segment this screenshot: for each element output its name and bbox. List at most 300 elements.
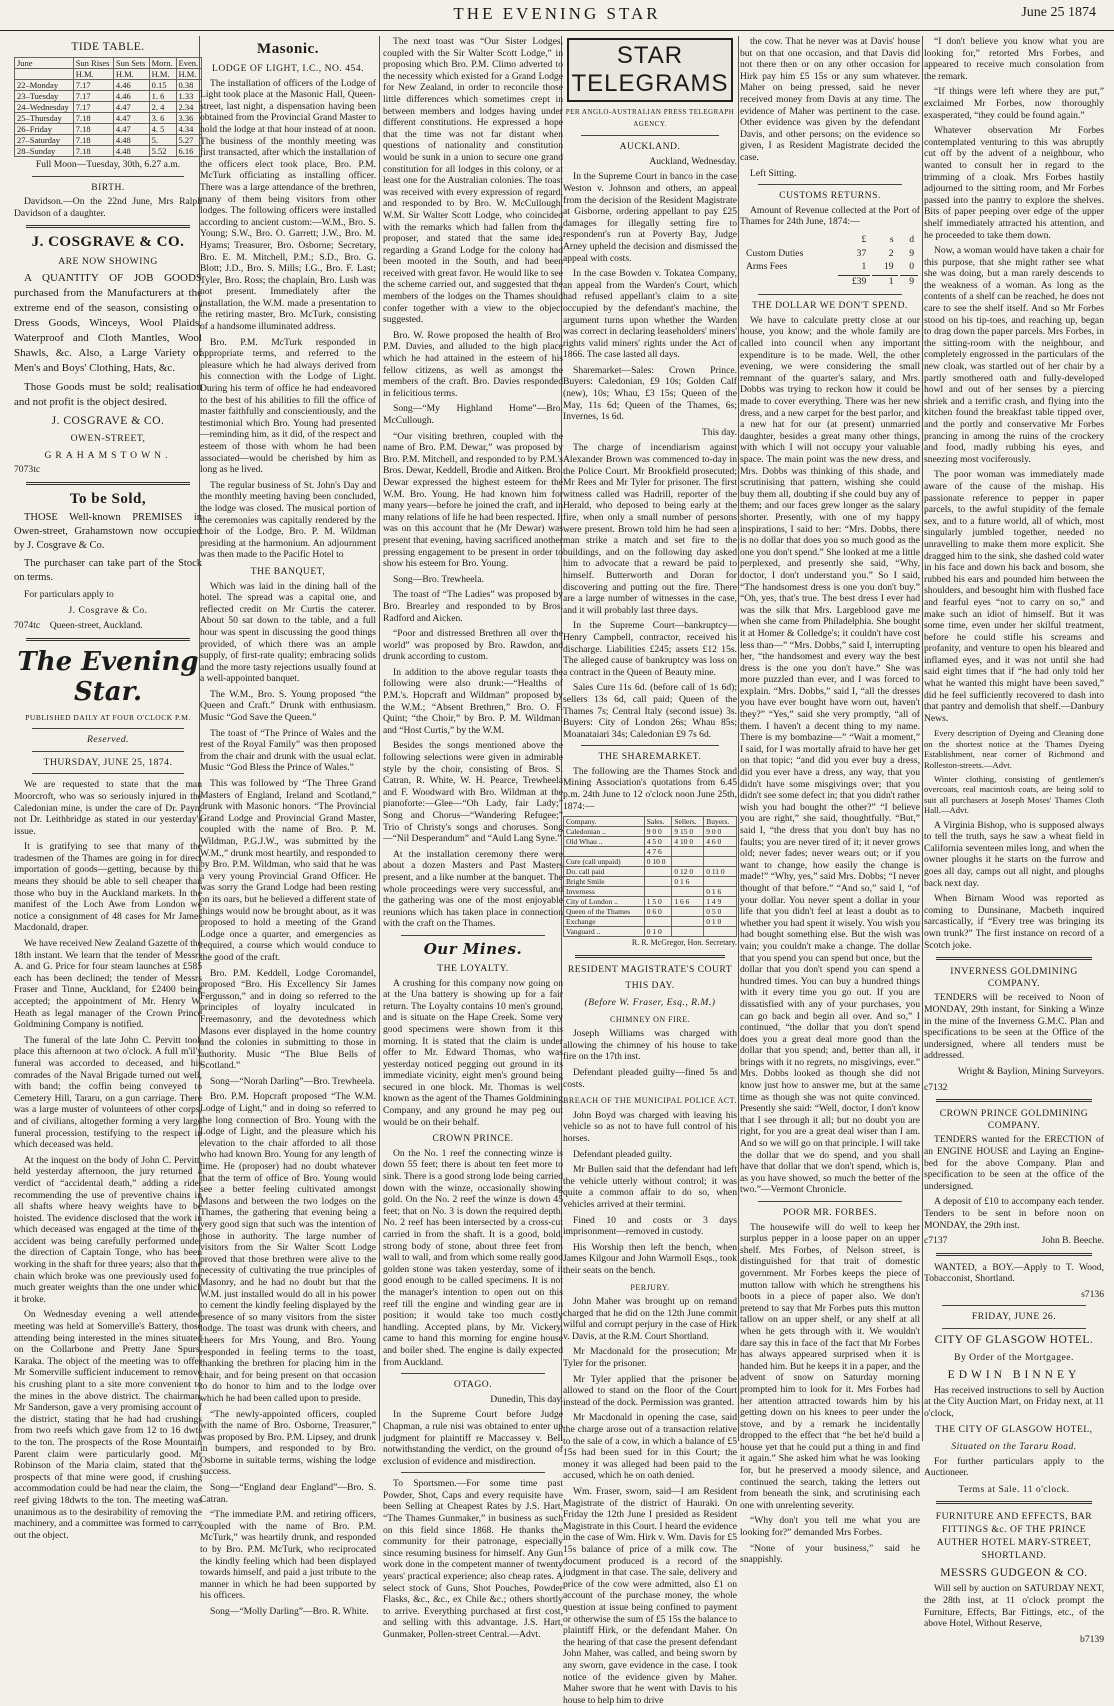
share-table: [563, 816, 737, 937]
tide-cell: 7.17: [73, 91, 113, 102]
customs-cell: 9: [909, 247, 914, 259]
article-paragraph: In the case Bowden v. Tokatea Company, an appeal from the Warden's Court, which had refused appellant's claim to a site occupied by the defendant's machine, the argument turns upon whether the Warden was correct in declaring leaseholders' miners' rights valid miners' rights under the Act of 1866. The case lasted all days.: [563, 268, 737, 361]
share-cell: 0 1 0: [704, 917, 737, 927]
share-cell: [672, 887, 704, 897]
tide-cell: 1.33: [176, 91, 202, 102]
auckland-dateline: Auckland, Wednesday.: [649, 155, 737, 167]
divider: [401, 1472, 545, 1473]
share-cell: [704, 857, 737, 867]
customs-cell: s: [889, 233, 894, 245]
article-paragraph: Sales Cure 11s 6d. (before call of 1s 6d); sellers 13s 6d, call paid; Queen of the Thames 7s; Central Italy (second issue) 3s. Buyers: City of London 26s; Whau 85s; Moanataiari 34s; Caledonian £9 7s 6d.: [563, 682, 737, 740]
share-row: [564, 857, 737, 867]
tide-cell: 28–Sunday: [15, 146, 74, 157]
article-paragraph: John Maher was brought up on remand charged that he did on the 12th June commit wilful and corrupt perjury in the case of Hirk v. Davis, at the R.M. Court Shortland.: [563, 1296, 737, 1342]
share-cell: 0 11 0: [704, 867, 737, 877]
share-row: [564, 887, 737, 897]
glasgow-hotel-heading: CITY OF GLASGOW HOTEL.: [934, 1334, 1094, 1347]
cosgrave-ad-signature: J. COSGRAVE & CO.: [51, 414, 165, 427]
customs-row: [742, 248, 918, 260]
divider: [581, 745, 719, 746]
article-paragraph: The toast of “The Ladies” was proposed by Bro. Brearley and responded to by Bros. Radford and Aicken.: [383, 589, 563, 624]
article-paragraph: In the Supreme Court in banco in the case Weston v. Johnson and others, an appeal from the decision of the Resident Magistrate at Gisborne, ordering appellant to pay £25 damages for illegally setting fire to respondent's run at Poverty Bay, Judge Arney upheld the decision and dismissed the appeal with costs.: [563, 171, 737, 264]
customs-heading: CUSTOMS RETURNS.: [779, 190, 881, 202]
article-paragraph: The poor woman was immediately made aware of the cause of the mishap. His passionate reference to pepper in paper parcels, to the awful stupidity of the female sex, and to a future world, all of which, most singularly jumbled together, needed no unravelling to make them more explicit. She dragged him to the sink, she dashed cold water in his face and down his back and bosom, she rubbed his ears and pounded him between the shoulders, and besought him with flushed face and fearful eyes “not to carry on so,” and make such an idiot of himself. But it was some time, even under her skilful treatment, before he could stifle his screams and profanity, and venture to open his bleared and inflamed eyes, and it was not until she had said eight times that if “he had only told her what he wanted this might have been saved,” did he feel sufficiently recovered to dash into that pantry and demolish that shelf.—Danbury News.: [924, 469, 1104, 724]
article-paragraph: The next toast was “Our Sister Lodges, coupled with the Sir Walter Scott Lodge,” in proposing which Bro. P.M. Climo adverted to the necessity which existed for a Grand Lodge for New Zealand, in order to reconcile those little differences which sometimes crept in between members and lodges having under different constitutions. He expressed a hope that the time was not far distant when questions of nationality and constitution would be sunk in a union to secure one grand constitution for all lodges in this colony, or at least one for the Australian colonies. The toast was received with every expression of regard, and responded to by Bro. W. McCullough, W.M. Sir Walter Scott Lodge, who coincided with the remarks which had fallen from the proposer, and stated that the same idea regarding a Grand Lodge for the colony had been mooted in the South, and had been received with great favor. He would like to see the scheme carried out, and suggested that the members of the lodges on the Thames should confer together with a view to the object suggested.: [383, 36, 563, 326]
share-head-cell: Sales.: [644, 817, 672, 827]
tide-row: [15, 135, 202, 146]
perjury-heading: PERJURY.: [630, 1282, 670, 1292]
tide-cell: 7.18: [73, 146, 113, 157]
divider: [26, 638, 190, 641]
news-paragraph: At the inquest on the body of John C. Pervitt, held yesterday afternoon, the jury returned a verdict of “accidental death,” adding a rider recommending the use of preventive chains in all shafts where heavy weights have to be hoisted. The evidence disclosed that the work in which deceased was engaged at the time of the accident was being carefully performed under the direction of Captain Tonge, who has been working in the shaft for three years; also that the chain which broke was one previously used for much greater weights than the one under which it broke.: [14, 1154, 202, 1305]
customs-cell: £: [861, 233, 867, 245]
furniture-heading: FURNITURE AND EFFECTS, BAR FITTINGS &c. OF THE PRINCE AUTHER HOTEL MARY-STREET, SHORTLAND.: [935, 1511, 1093, 1562]
issue-date: THURSDAY, JUNE 25, 1874.: [43, 756, 173, 768]
article-paragraph: Song—Bro. Trewheela.: [393, 573, 484, 585]
share-cell: [672, 857, 704, 867]
star-telegrams-banner: STAR TELEGRAMS: [567, 38, 733, 102]
news-paragraph: The funeral of the late John C. Pervitt took place this afternoon at two o'clock. A full m'il'y funeral was accorded to deceased, and his comrades of the Naval Brigade turned out well, with band; the coffin being conveyed to Cemetery Hill, Tararu, on a gun carriage. There was a large muster of volunteers of other corps, and of civilians, altogether forming a very large funeral procession, testifying to the respect in which deceased was held.: [14, 1034, 202, 1151]
customs-cell: Custom Duties: [746, 247, 804, 259]
share-cell: 4 7 6: [644, 847, 672, 857]
article-paragraph: Song—“Norah Darling”—Bro. Trewheela.: [210, 1075, 375, 1087]
article-paragraph: Song—“England dear England”—Bro. S. Catran.: [200, 1482, 376, 1505]
tender-notice: A deposit of £10 to accompany each tender. Tenders to be sent in before noon on MONDAY, the 29th inst.: [924, 1196, 1104, 1231]
cosgrave-ad-title: J. COSGRAVE & CO.: [31, 234, 185, 251]
column-rule: [379, 36, 380, 1441]
share-cell: 0 12 0: [672, 867, 704, 877]
customs-cell: 37: [856, 247, 867, 259]
tide-cell: 4.47: [113, 102, 149, 113]
article-paragraph: “Why don't you tell me what you are looking for?” demanded Mrs Forbes.: [740, 1515, 920, 1539]
article-paragraph: “Poor and distressed Brethren all over the world” was proposed by Bro. Rawdon, and drunk according to custom.: [383, 628, 563, 663]
to-be-sold-text: The purchaser can take part of the Stock on terms.: [14, 557, 202, 583]
share-cell: Old Whau ..: [564, 837, 645, 847]
chimney-heading: CHIMNEY ON FIRE.: [610, 1014, 690, 1024]
full-moon-note: Full Moon—Tuesday, 30th, 6.27 a.m.: [35, 159, 181, 170]
article-paragraph: This was followed by “The Three Grand Masters of England, Ireland and Scotland,” drunk with Masonic honors. “The Provincial Grand Lodge and Provincial Grand Master, coupled with the name of Bro. P. M. Wildman, P.G.J.W., was submitted by the W.M.,” drunk most heartily, and responded to by Bro. P.M. Wildman, who said that he was a very young Provincial Grand Officer. He was sorry the Grand Lodge had been resting on its oars, but he believed a different state of things would now be brought about, as it was proposed to hold a meeting of the Grand Lodge once a quarter, and emergencies as required, a course which would conduce to the good of the craft.: [200, 778, 376, 963]
share-cell: [672, 907, 704, 917]
otago-dateline: Dunedin, This day.: [490, 1393, 563, 1405]
customs-cell: Arms Fees: [746, 261, 788, 273]
share-cell: Do. call paid: [564, 867, 645, 877]
ad-code: s7136: [1081, 1288, 1104, 1300]
share-row: [564, 837, 737, 847]
customs-cell: 2: [888, 247, 894, 259]
inverness-heading: INVERNESS GOLDMINING COMPANY.: [950, 966, 1078, 989]
tender-notice: TENDERS wanted for the ERECTION of an ENGINE HOUSE and Laying an Engine-bed for the above Company. Plan and specification to be seen at the office of the undersigned.: [924, 1134, 1104, 1192]
banquet-heading: THE BANQUET,: [250, 565, 326, 577]
to-be-sold-signature: J. Cosgrave & Co.: [68, 605, 148, 617]
divider: [401, 1373, 545, 1374]
tide-cell: 2. 4: [149, 102, 176, 113]
article-paragraph: The W.M., Bro. S. Young proposed “the Queen and Craft.” Drunk with enthusiasm. Music “God Save the Queen.”: [200, 688, 376, 724]
reserved-note: Reserved.: [86, 734, 130, 746]
customs-cell: 9: [900, 275, 918, 288]
divider: [575, 955, 725, 958]
article-paragraph: Mr Macdonald for the prosecution; Mr Tyler for the prisoner.: [563, 1346, 737, 1370]
article-paragraph: At the installation ceremony there were about a dozen Masters and Past Masters present, and a like number at the banquet. The whole proceedings were very successful, and the gathering was one of the most enjoyable reunions which has taken place in connection with the craft on the Thames.: [383, 848, 563, 930]
customs-cell: 0: [909, 261, 914, 273]
tide-row: [15, 80, 202, 91]
crown-prince-company-heading: CROWN PRINCE GOLDMINING COMPANY.: [939, 1108, 1089, 1131]
dateline: This day.: [701, 426, 737, 438]
article-paragraph: The following are the Thames Stock and Mining Association's quotations from 6.45 p.m. 24th June to 12 o'clock noon June 25th, 1874:—: [563, 765, 737, 812]
divider: [942, 1305, 1086, 1306]
customs-cell: [742, 275, 836, 288]
share-row: [564, 877, 737, 887]
share-head-cell: Sellers.: [672, 817, 704, 827]
friday-heading: FRIDAY, JUNE 26.: [971, 1311, 1057, 1323]
share-cell: Caledonian ..: [564, 827, 645, 837]
tide-cell: 2.34: [176, 102, 202, 113]
auckland-heading: AUCKLAND.: [619, 141, 681, 153]
customs-table: [740, 232, 920, 289]
share-cell: [644, 887, 672, 897]
divider: [758, 294, 902, 295]
sharemarket-heading: THE SHAREMARKET.: [598, 751, 702, 763]
tide-row: [15, 113, 202, 124]
rm-court-before: (Before W. Fraser, Esq., R.M.): [584, 997, 716, 1009]
tide-header-row: [15, 58, 202, 69]
tender-notice: TENDERS will be received to Noon of MONDAY, 29th instant, for Sinking a Winze in the mine of the Inverness G.M.C. Plan and specifications to be seen at the Office of the undersigned, where all tenders must be addressed.: [924, 992, 1104, 1062]
tide-row: [15, 91, 202, 102]
share-cell: Vanguard ..: [564, 927, 645, 937]
share-cell: 9 15 0: [672, 827, 704, 837]
divider: [936, 1501, 1092, 1504]
tide-unit-cell: H.M.: [73, 69, 113, 80]
tide-units-row: [15, 69, 202, 80]
tide-cell: 4.46: [113, 91, 149, 102]
tide-title: TIDE TABLE.: [71, 41, 145, 53]
advertisement-paragraph: Winter clothing, consisting of gentlemen's overcoats, real macintosh coats, are being sold to suit all purchasers at Joseph Moses' Thames Cloth Hall.—Advt.: [924, 774, 1104, 816]
tender-signature: Wright & Baylion, Mining Surveyors.: [957, 1065, 1104, 1077]
customs-cell: 1: [861, 261, 867, 273]
ad-code: c7137: [924, 1235, 948, 1247]
share-cell: [704, 847, 737, 857]
share-cell: 1 5 0: [644, 897, 672, 907]
ad-code: c7132: [924, 1081, 948, 1093]
tide-head-cell: Sun Sets: [113, 58, 149, 69]
tide-cell: 4.47: [113, 113, 149, 124]
article-paragraph: Amount of Revenue collected at the Port of Thames for 24th June, 1874:—: [740, 204, 920, 228]
ad-code: 7074tc: [14, 619, 41, 631]
share-head-cell: Buyers.: [704, 817, 737, 827]
terms-note: Terms at Sale. 11 o'clock.: [958, 1483, 1070, 1495]
share-cell: City of London ..: [564, 897, 645, 907]
share-cell: Cure (call unpaid): [564, 857, 645, 867]
article-paragraph: “I don't believe you know what you are looking for,” retorted Mrs Forbes, and appeared to receive much consolation from the remark.: [924, 36, 1104, 82]
otago-heading: OTAGO.: [453, 1379, 493, 1391]
advertisement-paragraph: Every description of Dyeing and Cleaning done on the shortest notice at the Thames Dyeing Establishment, near corner of Richmond and Rolleston-streets.—Advt.: [924, 728, 1104, 770]
share-cell: 4 6 0: [704, 837, 737, 847]
share-cell: 1 6 6: [672, 897, 704, 907]
tide-cell: 4. 5: [149, 124, 176, 135]
article-paragraph: the cow. That he never was at Davis' house but on that one occasion, and that Davis did not there then or on any other occasion for Hirk pay him £5 15s or any sum whatever. Maher on being pressed, said he never received money from Davis at any time. The evidence of Maher was pertinent to the case. Other evidence was given by the defendant Davis, and other persons; on the evidence so given, I as Resident Magistrate decided the case.: [740, 36, 920, 163]
customs-row: [742, 261, 918, 273]
breach-heading: BREACH OF THE MUNICIPAL POLICE ACT.: [563, 1096, 737, 1106]
share-head-cell: Company.: [564, 817, 645, 827]
divider: [758, 184, 902, 185]
customs-cell: d: [909, 233, 914, 245]
share-cell: [644, 867, 672, 877]
divider: [936, 1099, 1092, 1102]
tide-cell: 23–Tuesday: [15, 91, 74, 102]
article-paragraph: Now, a woman would have taken a chair for this purpose, that she might rather see what she was doing, but a man rarely descends to the weakness of a woman. As long as the contents of a shelf can be reached, he does not care to see the shelf itself. And so Mr Forbes stood on his tip-toes, and reaching up, began to drag down the paper parcels. Mrs Forbes, in the sitting-room with the neighbour, and completely engrossed in the particulars of the new cloak, was startled out of her chair by a partly smothered oath and fully-developed howl and out of her senses by a piercing shriek and a terrific crash, and flying into the kitchen found the breakfast table tipped over, and the portly and conservative Mr Forbes prancing in among the ruins of the crockery and food, madly rubbing his eyes, and sneezing most vociferously.: [924, 245, 1104, 465]
article-paragraph: Besides the songs mentioned above the following selections were given in admirable style by the choir, consisting of Bros. S. Catran, R. White, W. H. Pearce, Trewheela and F. Woodward with Bro. Wildman at the pianoforte:—Glee—“Oh Lady, fair Lady;” Song and Chorus—“Wandering Refugee;” Trio of Christy's songs and choruses. Song—“Nil Desperandum” and “Auld Lang Syne.”: [383, 740, 563, 845]
share-cell: [704, 927, 737, 937]
article-paragraph: Song—“My Highland Home”—Bro. McCullough.: [383, 403, 563, 426]
article-paragraph: Joseph Williams was charged with allowing the chimney of his house to take fire on the 17th inst.: [563, 1028, 737, 1063]
share-signature: R. R. McGregor, Hon. Secretary.: [631, 938, 737, 948]
birth-heading: BIRTH.: [91, 181, 125, 193]
article-paragraph: Wm. Fraser, sworn, said—I am Resident Magistrate of the district of Hauraki. On Friday the 12th June I presided as Resident Magistrate in this Court. I heard the evidence in the case of Wm. Hirk v. Wm. Davis for £5 15s balance of price of a milk cow. The document produced is a record of the judgment in that case. The sale, delivery and price of the cow were admitted, also £1 on account of the purchase money, the whole question at issue being confined to payment or otherwise the sum of £5 15s the balance to plaintiff Hirk, or the defendant Maher. On the hearing of that case the present defendant John Maher, was called, and being sworn by any sworn, gave evidence in the case. I took notice of the evidence given by Maher. Maher swore that he went with Davis to his house to help him to drive: [563, 1486, 737, 1706]
cosgrave-ad-street: OWEN-STREET,: [70, 432, 146, 444]
paper-nameplate: The Evening Star.: [17, 646, 199, 707]
tide-cell: 7.17: [73, 102, 113, 113]
customs-header-row: [742, 234, 918, 246]
tide-head-cell: Morn.: [149, 58, 176, 69]
ad-code: b7139: [1080, 1633, 1104, 1645]
forbes-heading: POOR MR. FORBES.: [782, 1207, 878, 1218]
auction-notice: For further particulars apply to the Auctioneer.: [924, 1455, 1104, 1479]
hotel-location: Situated on the Tararu Road.: [951, 1441, 1077, 1453]
divider: [936, 957, 1092, 960]
divider: [32, 751, 184, 752]
auction-notice: Has received instructions to sell by Auction at the City Auction Mart, on Friday next, at 11 o'clock,: [924, 1384, 1104, 1419]
article-paragraph: A Virginia Bishop, who is supposed always to tell the truth, says he saw a wheat field in California seventeen miles long, and when the owner ploughs it he starts on the furrow and goes all day, camps out all night, and ploughs back next day.: [924, 819, 1104, 889]
share-cell: 0 5 0: [704, 907, 737, 917]
advertisement-paragraph: To Sportsmen.—For some time past Powder, Shot, Caps and every requisite have been Selling at Cheapest Rates by J.S. Hart, “The Thames Gunmaker,” in business as such on this field since 1868. He thanks the community for their patronage, especially since resuming business for himself. Any Gun work done in the competent manner of twenty years' practical experience; also cheap rates. A select stock of Guns, Shot Pouches, Powder Flasks, &c., &c., ex Chile &c.; others shortly to arrive. Everything purchased at first cost, and selling with this advantage. J.S. Hart, Gunmaker, Pollen-street Central.—Advt.: [383, 1478, 563, 1640]
tide-cell: 4.48: [113, 146, 149, 157]
article-paragraph: In addition to the above regular toasts the following were also drunk:—“Healths of P.M.'s. Hopcraft and Wildman” proposed by the W.M.; “Absent Brethren,” Bro. O. F. Quint; “the Choir,” by Bro. P. M. Wildman; and “Host Curtis,” by the W.M.: [383, 666, 563, 736]
tide-head-cell: June: [15, 58, 74, 69]
share-cell: [672, 917, 704, 927]
tide-table: [14, 57, 202, 157]
article-paragraph: Song—“Molly Darling”—Bro. R. White.: [210, 1606, 369, 1617]
share-row: [564, 827, 737, 837]
lodge-heading: LODGE OF LIGHT, I.C., NO. 454.: [211, 63, 365, 74]
mines-heading: Our Mines.: [423, 939, 523, 958]
article-paragraph: When Birnam Wood was reported as coming to Dunsinane, Macbeth inquired sarcastically, if “Every tree was bringing its own trunk?” The first instance on record of a Scotch joke.: [924, 893, 1104, 951]
cosgrave-ad-text: A QUANTITY OF JOB GOODS purchased from the Manufacturers at the extreme end of the season, consisting of Dress Goods, Winceys, Wool Plaids, Waterproof and Cloth Mantles, Wool Shawls, &c. Also, a Large Variety of Men's and Boys' Clothing, Hats, &c.: [14, 271, 202, 374]
article-paragraph: In the Supreme Court—bankruptcy—Henry Campbell, contractor, received his discharge. Liabilities £245; assets £12 15s. The alleged cause of bankruptcy was loss on a contract in the Queen of Beauty mine.: [563, 620, 737, 678]
page-date: June 25 1874: [1021, 5, 1096, 20]
article-paragraph: Fined 10 and costs or 3 days imprisonment—removed in custody.: [563, 1214, 737, 1238]
article-paragraph: Whatever observation Mr Forbes contemplated venturing to this was abruptly cut off by the advent of a neighbour, who wanted to consult her in regard to the trimming of a cloak. Mrs Forbes hastily adjourned to the sitting room, and Mr Forbes passed into the pantry to explore the shelves. Bits of paper peeping over edge of the upper shelf immediately attracted his attention, and he proceeded to take them down.: [924, 125, 1104, 241]
article-paragraph: In the Supreme Court before Judge Chapman, a rule nisi was obtained to enter up judgment for plaintiff re Maccassey v. Bell notwithstanding the verdict, on the ground of exclusion of evidence and misdirection.: [383, 1409, 563, 1467]
tide-cell: 3. 6: [149, 113, 176, 124]
tide-head-cell: Sun Rises: [73, 58, 113, 69]
tide-cell: 4.48: [113, 135, 149, 146]
share-cell: 4 10 0: [672, 837, 704, 847]
masonic-heading: Masonic.: [257, 41, 319, 57]
mortgagee-note: By Order of the Mortgagee.: [954, 1352, 1074, 1364]
column-2: [200, 36, 376, 1617]
share-row: [564, 927, 737, 937]
share-cell: Inverness: [564, 887, 645, 897]
rm-court-subheading: THIS DAY.: [625, 980, 675, 992]
to-be-sold-text: THOSE Well-known PREMISES in Owen-street, Grahamstown now occupied by J. Cosgrave & Co.: [14, 511, 202, 551]
divider: [26, 482, 190, 485]
divider: [401, 935, 545, 936]
customs-total-row: [742, 275, 918, 288]
news-paragraph: We are requested to state that the man Moorcroft, who was so seriously injured in the Caledonian mine, is under the care of Dr. Payn, not Dr. Leithbridge as stated in our yesterday's issue.: [14, 779, 202, 837]
banner-subtitle: PER ANGLO-AUSTRALIAN PRESS TELEGRAPH AGENCY.: [565, 108, 735, 128]
article-paragraph: The charge of incendiarism against Alexander Brown was commenced to-day in the Police Court. Mr Brookfield prosecuted; Mr Rees and Mr Tyler for prisoner. The first witness called was Hadrill, reporter of the Herald, who deposed to being early at the fire, when only a small number of persons were present. Brown told him he had seen a man strike a match and set fire to the buildings, and on the following day asked him to advocate that a reward be paid to himself. Butterworth and Doran for discovering and putting out the fire. There are a large number of witnesses in the case, and it will probably last three days.: [563, 442, 737, 616]
tide-cell: 27–Saturday: [15, 135, 74, 146]
tide-unit-cell: H.M.: [176, 69, 202, 80]
tide-cell: 0.15: [149, 80, 176, 91]
article-paragraph: “None of your business,” said he snappishly.: [740, 1542, 920, 1566]
customs-cell: 1: [872, 275, 897, 288]
article-paragraph: Mr Macdonald in opening the case, said the charge arose out of a transaction relative to the sale of a cow, in which a balance of £5 15s had been sued for in this Court; the money it was alleged had been paid to the accused, which he on oath denied.: [563, 1412, 737, 1482]
tide-cell: 7.18: [73, 135, 113, 146]
tide-cell: 4.34: [176, 124, 202, 135]
article-paragraph: The housewife will do well to keep her surplus pepper in a loose paper on an upper shelf. Mrs Forbes, of Nelson street, is distinguished for that trait of domestic government. Mr Forbes keeps the piece of mutton tallow with which he strengthens his boots in a piece of paper also. We don't pretend to say that Mr Forbes puts this mutton tallow on an upper shelf, or any shelf at all when he gets through with it. We wouldn't dare say this in face of the fact that Mr Forbes has always appeared surprised when it is handed him. But he keeps it in a paper, and the advent of snow on Saturday morning prompted him to look for it. Mrs Forbes had her attention attracted towards him by his getting down on his knees to peer under the stove, and by a remark he incidentally dropped to the effect that “he bet he'd build a house yet that he could put a thing in and find it again.” She asked him what he was looking for, but he preserved a moody silence, and continued the search, taking the letters out from beneath the sink, and scrutinising each one with unrelenting severity.: [740, 1221, 920, 1511]
tide-cell: 4.46: [113, 80, 149, 91]
divider: [581, 135, 719, 136]
divider: [26, 225, 190, 228]
auctioneer-name: EDWIN BINNEY: [947, 1368, 1081, 1381]
article-paragraph: Bro. P.M. McTurk responded in appropriate terms, and referred to the pleasure which he had always derived from his connection with the Lodge of Light. During his term of office he had endeavored to the best of his abilities to fill the office of master faithfully and conscientiously, and the testimonial which Bro. Young had presented—reminding him, as it did, of the respect and esteem of those with whom he had been associated—would be cherished by him as long as he lived.: [200, 336, 376, 476]
column-3: [383, 36, 563, 1640]
article-paragraph: Mr Bullen said that the defendant had left the vehicle utterly without control; it was quite a common affair to do so, when vehicles arrived at their termini.: [563, 1164, 737, 1210]
tide-row: [15, 146, 202, 157]
to-be-sold-footer: [14, 620, 202, 632]
tender-signature: John B. Beeche.: [1041, 1235, 1104, 1247]
tide-cell: 25–Thursday: [15, 113, 74, 124]
share-row: [564, 897, 737, 907]
share-cell: 9 0 0: [644, 827, 672, 837]
share-row: [564, 907, 737, 917]
divider: [32, 176, 184, 177]
tide-unit-cell: [15, 69, 74, 80]
article-paragraph: Left Sitting.: [750, 167, 797, 179]
dollar-heading: THE DOLLAR WE DON'T SPEND.: [752, 300, 908, 312]
tide-cell: 5.: [149, 135, 176, 146]
article-paragraph: A crushing for this company now going on at the Una battery is showing up for a fair return. The Loyalty contains 10 men's ground, and is situate on the Hape Creek. Some very good specimens were shown from it this morning. It is stated that the claim is under offer to Mr. Edward Thomas, who was yesterday noticed pegging out ground in its immediate vicinity, eight men's ground being secured in one block. Mr. Thomas is well known as the agent of the Thames Goldmining Company, and any ground he may peg out would be on their behalf.: [383, 977, 563, 1128]
divider: [942, 1328, 1086, 1329]
share-cell: [672, 847, 704, 857]
divider: [936, 1253, 1092, 1256]
article-paragraph: Which was laid in the dining hall of the hotel. The spread was a capital one, and reflected credit on Mr Curtis the caterer. About 50 sat down to the table, and a full hour was spent in discussing the good things provided, of which there was an ample supply, of first-rate quality; embracing solids and the more tasty rejections usually found at a well-appointed banquet.: [200, 580, 376, 685]
masthead: [0, 0, 1114, 31]
share-cell: 0 6 0: [644, 907, 672, 917]
column-1: [14, 36, 202, 1541]
article-paragraph: His Worship then left the bench, when James Kilgour and John Warmoll Esqs., took their seats on the bench.: [563, 1241, 737, 1276]
article-paragraph: Sharemarket—Sales: Crown Prince. Buyers: Caledonian, £9 10s; Golden Calf (new), 10s; Whau, £3 15s; Queen of the May, 11s 6d; Queen of the Thames, 6s; Invernes, 1s 6d.: [563, 364, 737, 423]
to-be-sold-title: To be Sold,: [69, 490, 147, 507]
share-header-row: [564, 817, 737, 827]
divider: [758, 1201, 902, 1202]
article-paragraph: Bro. P.M. Keddell, Lodge Coromandel, proposed “Bro. His Excellency Sir James Fergusson,” and in doing so referred to the principles of loyalty inculcated in Freemasonry, and the devotedness which Masons ever displayed in the home country and the colonies in submitting to those in authority. Music “The Blue Bells of Scotland.”: [200, 967, 376, 1072]
gudgeon-name: MESSRS GUDGEON & CO.: [940, 1567, 1088, 1580]
share-cell: Bright Smile: [564, 877, 645, 887]
article-paragraph: On the No. 1 reef the connecting winze is down 55 feet; there is about ten feet more to sink. There is a good strong lode being carried down with the winze, occasionally showing gold. On the No. 2 reef the winze is down 45 feet; that on No. 3 is down the required depth. No. 2 reef has been intersected by a cross-cut carried in from the shaft. It is a good, bold, strong body of stone, about three feet from wall to wall, and from which some really good golden stone was taken yesterday, some of it good enough to be called specimens. It is not the manager's intention to open out on this reef till the engine and winding gear are in position; it would take too much costly handling. Accepted plans, by Mr. Vickery, came to hand this morning for engine house and boiler shed. The engine is daily expected from Auckland.: [383, 1147, 563, 1368]
tide-unit-cell: H.M.: [113, 69, 149, 80]
cosgrave-ad-town: GRAHAMSTOWN.: [44, 449, 172, 461]
share-cell: [704, 877, 737, 887]
column-rule: [922, 36, 923, 1441]
tide-cell: 26–Friday: [15, 124, 74, 135]
article-paragraph: “The immediate P.M. and retiring officers, coupled with the name of Bro. P.M. McTurk,” was heartily drunk, and responded to by Bro. P.M. McTurk, who reciprocated the kindly feeling which had been displayed towards himself, and paid a just tribute to the manner in which he had been supported by his officers.: [200, 1509, 376, 1602]
article-paragraph: Bro. P.M. Hopcraft proposed “The W.M. Lodge of Light,” and in doing so referred to the long connection of Bro. Young with the Lodge of Light, and the pleasure which his elevation to the chair afforded to all those who had known Bro. Young for any length of time. He (proposer) had no doubt whatever that the term of office of Bro. Young would see a better feeling cultivated amongst Masons and between the two lodges on the Thames, the gathering that evening being a very good sign that such was the intention of those in authority. The large number of visitors from the Sir Walter Scott Lodge proved that those brethren were alive to the necessity of cultivating the true principles of Masonry, and he had no doubt but that the W.M. just installed would do all in his power to cement the kindly feeling displayed by the presence of so many visitors from the sister lodge. The toast was drunk with cheers, and cheers for Mrs Young, and Bro. Young responded in feeling terms to the toast, thanking the brethren for placing him in the chair, and for being present on that occasion to do honor to him and to the lodge over which he had been called upon to preside.: [200, 1091, 376, 1404]
tender-footer: [924, 1235, 1104, 1247]
article-paragraph: Bro. W. Rowe proposed the health of Bro. P.M. Davies, and alluded to the high place which he had attained in the esteem of his fellow citizens, as well as amongst the members of the craft. Bro. Davies responded in felicitious terms.: [383, 329, 563, 399]
customs-cell: 19: [883, 261, 894, 273]
news-paragraph: We have received New Zealand Gazette of the 18th instant. We learn that the tender of Messrs A. and G. Price for four steam launches at £585 each has been declined; the tender of Messrs Fraser and Tinne, Auckland, for £2400 being accepted; the appointment of Mr. Henry W. Heath as legal manager of the Crown Prince Goldmining Company is notified.: [14, 938, 202, 1031]
birth-notice: Davidson.—On the 22nd June, Mrs Ralph Davidson of a daughter.: [14, 196, 202, 219]
tide-head-cell: Even.: [176, 58, 202, 69]
to-be-sold-text: For particulars apply to: [24, 588, 114, 600]
share-cell: [644, 917, 672, 927]
article-paragraph: “If things were left where they are put,” exclaimed Mr Forbes, now thoroughly exasperated, “they could be found again.”: [924, 86, 1104, 121]
share-cell: 4 5 0: [644, 837, 672, 847]
paper-subtitle: PUBLISHED DAILY AT FOUR O'CLOCK P.M.: [25, 712, 191, 722]
column-6: [924, 36, 1104, 1645]
rm-court-heading: RESIDENT MAGISTRATE'S COURT: [567, 963, 733, 975]
share-cell: [672, 927, 704, 937]
loyalty-heading: THE LOYALTY.: [437, 962, 509, 974]
ad-street: Queen-street, Auckland.: [49, 619, 143, 631]
tide-cell: 4.47: [113, 124, 149, 135]
tide-cell: 3.36: [176, 113, 202, 124]
column-5: [740, 36, 920, 1566]
share-cell: 0 1 6: [672, 877, 704, 887]
share-row: [564, 847, 737, 857]
article-paragraph: “The newly-appointed officers, coupled with the name of Bro. Osborne, Treasurer,” was proposed by Bro. P.M. Lipsey, and drunk in bumpers, and responded to by Bro. Osborne in suitable terms, wishing the lodge success.: [200, 1408, 376, 1478]
tide-unit-cell: H.M.: [149, 69, 176, 80]
article-paragraph: Mr Tyler applied that the prisoner be allowed to stand on the floor of the Court instead of the dock. Permission was granted.: [563, 1373, 737, 1408]
tide-cell: 24–Wednesday: [15, 102, 74, 113]
share-cell: Exchange: [564, 917, 645, 927]
tide-cell: 7.17: [73, 80, 113, 91]
newspaper-title: THE EVENING STAR: [453, 4, 661, 23]
tide-cell: 7.18: [73, 124, 113, 135]
article-paragraph: “Our visiting brethren, coupled with the name of Bro. P.M. Dewar,” was proposed by Bro. P.M. Mitchell, and responded to by P.M.'s Bros. Dewar, Keddell, Brodie and Aitken. Bro. Dewar expressed the highest esteem for the W.M. Bro. Young. He had known him for many years—before he joined the craft, and in many relations of life he had been respected. It was on this account that he (Mr Dewar) was present that evening, having sacrificed another pressing engagement to be present in order to show his esteem for Bro. Young.: [383, 430, 563, 570]
share-cell: 0 1 0: [644, 927, 672, 937]
tide-row: [15, 102, 202, 113]
article-paragraph: Defendant pleaded guilty.: [573, 1148, 672, 1160]
share-cell: 0 1 6: [704, 887, 737, 897]
column-rule: [738, 36, 739, 1441]
news-paragraph: It is gratifying to see that many of the tradesmen of the Thames are going in for direct importation of goods—getting, because by this means they should be able to sell cheaper than those who buy in the Auckland markets. In the manifest of the Loch Awe from London we notice a consignment of 48 cases for Mr James Macdonald, draper.: [14, 841, 202, 934]
crown-prince-heading: CROWN PRINCE.: [432, 1133, 514, 1145]
article-paragraph: John Boyd was charged with leaving his vehicle so as not to have full control of his horses.: [563, 1109, 737, 1144]
share-row: [564, 867, 737, 877]
share-cell: [644, 877, 672, 887]
article-paragraph: Defendant pleaded guilty—fined 5s and costs.: [563, 1067, 737, 1090]
tide-row: [15, 124, 202, 135]
tide-cell: 1. 6: [149, 91, 176, 102]
tide-cell: 5.27: [176, 135, 202, 146]
auction-notice: Will sell by auction on SATURDAY NEXT, the 28th inst, at 11 o'clock prompt the Furniture, Effects, Bar Fittings, etc., of the above Hotel, Without Reserve,: [924, 1583, 1104, 1630]
share-cell: 1 4 9: [704, 897, 737, 907]
tide-cell: 5.52: [149, 146, 176, 157]
cosgrave-ad-code: 7073tc: [14, 464, 41, 476]
share-cell: [564, 847, 645, 857]
cosgrave-ad-text: Those Goods must be sold; realisation and not profit is the object desired.: [14, 380, 202, 408]
customs-cell: [742, 234, 836, 246]
tide-cell: 7.18: [73, 113, 113, 124]
cosgrave-ad-subtitle: ARE NOW SHOWING: [58, 256, 158, 268]
tide-cell: 22–Monday: [15, 80, 74, 91]
share-row: [564, 917, 737, 927]
article-paragraph: We have to calculate pretty close at our house, you know; and the whole family are called into council when any important expenditure is to be made. Well, the other evening, we were considering the small remnant of the quarter's salary, and Mrs. Dobbs was trying to reckon how it could be made to cover everything. There was her new dress, and a new carpet for the best parlor, and a new hat for our (at present) unmarried daughter, besides a great many other things, with which I will not occupy your valuable space. The main point was the new dress, and Mrs. Dobbs was thinking of this shade, and scrutinising that pattern, wishing she could buy them all, doubting if she could buy any of them; and our faces grew longer as the salary shorter. Presently, with one of my happy inspirations, I said to her: “Mrs. Dobbs, there is no dollar that does you so much good as the one you don't spend.” She looked at me a little perplexed, and presently she said, “Why, doctor, I don't understand you.” So I said, “The handsomest dress is one you don't buy.” “Oh, yes, that's true. The best dress I ever had was the silk that Mrs. Largeblood gave me when she came from Philadelphia. She bought it at Homer & Colledge's; it couldn't have cost less than—” “Mrs. Dobbs,” said I, interrupting her, “the handsomest and every way the best dress is the one you don't have.” She was more puzzled than ever, and I was forced to explain. “Mrs. Dobbs,” said I, “all the dresses you have ever bought have worn out, haven't they?” “Yes,” said she very promptly, “all of them. I haven't a decent thing to my name. There is my bombazine—” “Wait a moment,” I said, for I was mortally afraid to have her get on that topic; “and did you ever buy a dress, did you ever have a dress, any way, that you didn't have some misgivings over; that you didn't see some defect in; that you didn't rather wish you had bought the other?” “I believe you are right,” she said, thoughtfully. “But,” said I, “the dress that you don't buy has no faults; you are never tired of it; it never grows old; never fades; never wears out; or if you want to change, how easily the change is made!” “Why, yes,” said Mrs. Dobbs; “I never thought of that before.” “And so,” said I, “of your dollar. You never spent a dollar in your life that you didn't feel at least a doubt as to whether you had spent it wisely. You wish you had bought something else. But the wish was vain; you couldn't make a change. The dollar that you spend you can spend but once, but the dollar that you don't spend you can spend a hundred times. You can buy a hundred things with it every time you go out. If you are dissatisfied with any of your purchases, you can go back and begin all over. And so,” I continued, “the dollar that you don't spend does you a great deal more good than the dollar that you spend; and, better than all, it brings with it no regrets, no misgivings, ever.” Mrs. Dobbs looked as though she did not know just how to answer me, but at the same time as though she was not quite convinced. Presently she said: “Well, doctor, I don't know that I see through it all; but no doubt you are right, for you are a great deal wiser than I am. And so we will go on that principle. I will take the dollar that we do spend, and you shall have that dollar that we don't spend, which is, as you have showed, so much the better of the two.”—Vermont Chronicle.: [740, 314, 920, 1196]
tide-cell: 0.38: [176, 80, 202, 91]
share-cell: 0 10 0: [644, 857, 672, 867]
